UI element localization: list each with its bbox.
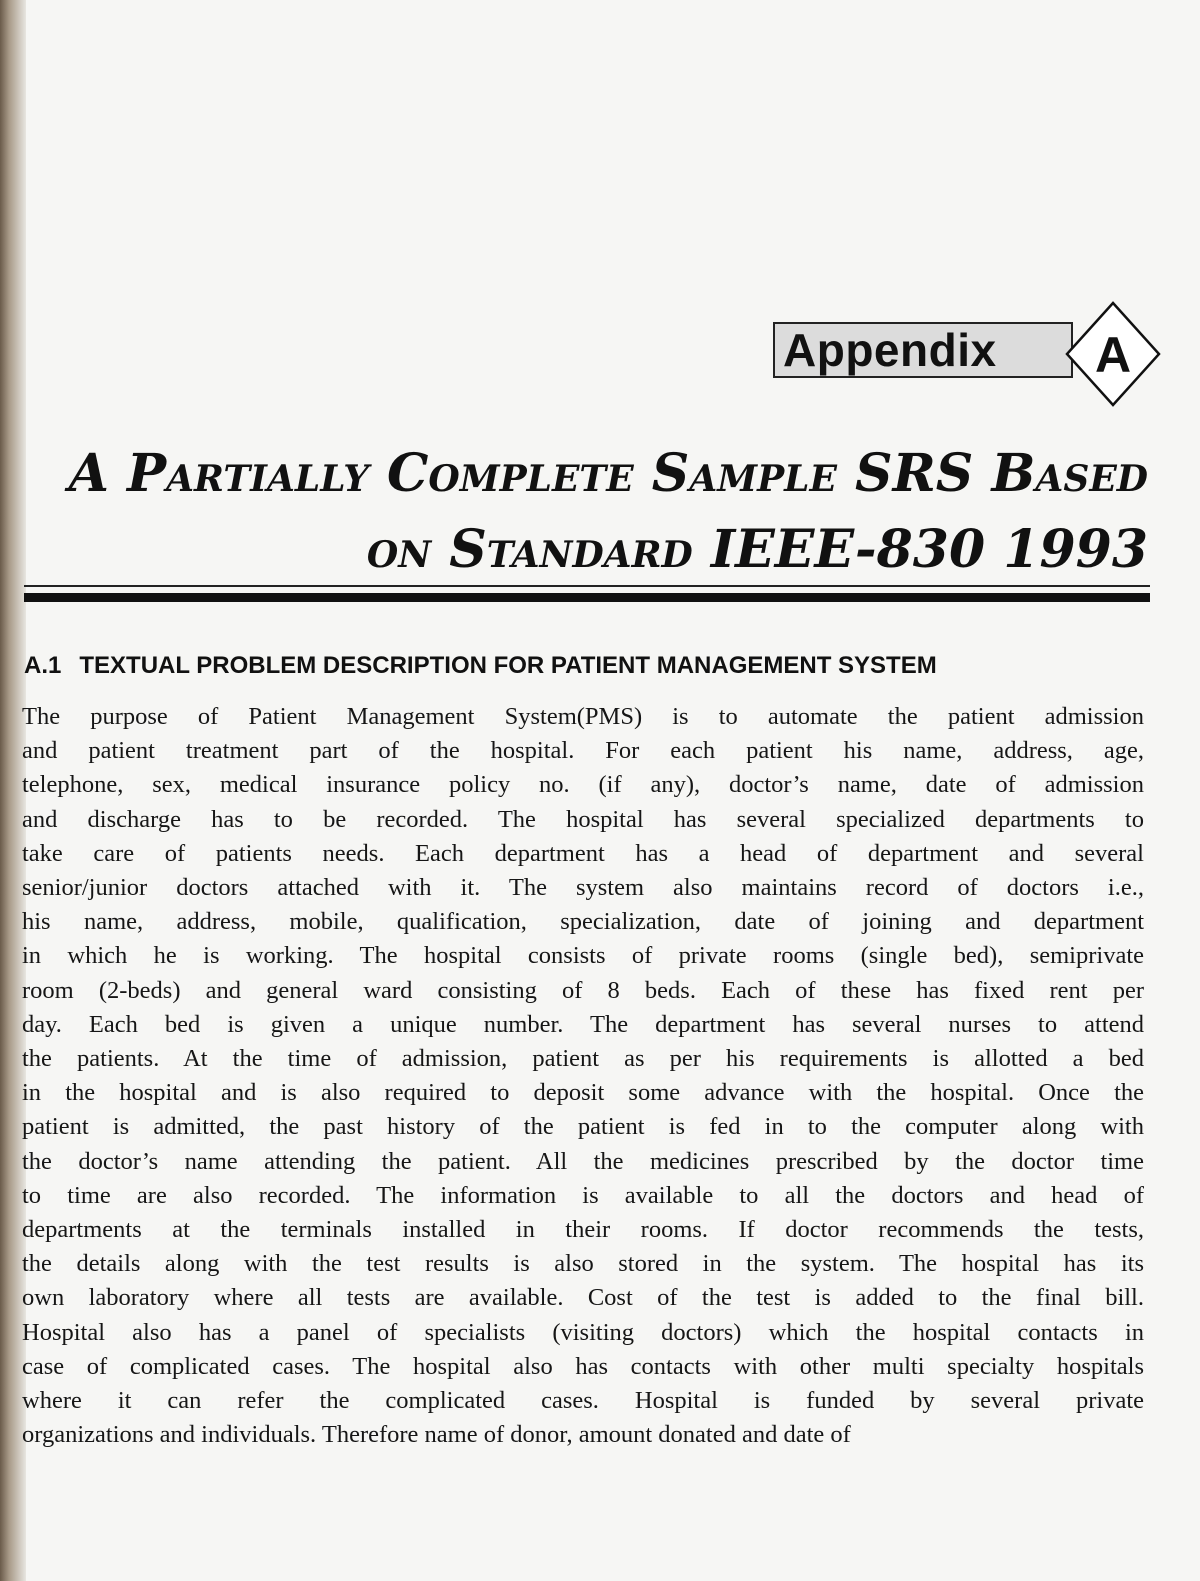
appendix-letter: A <box>1094 327 1132 383</box>
body-line: where it can refer the complicated cases. Hospital is funded by several private <box>22 1387 1144 1415</box>
appendix-letter-diamond <box>1063 300 1163 408</box>
section-heading-text: TEXTUAL PROBLEM DESCRIPTION FOR PATIENT MANAGEMENT SYSTEM <box>79 652 937 679</box>
section-heading <box>24 650 1154 682</box>
page-title-line-2: on Standard IEEE-830 1993 <box>366 519 1148 580</box>
body-line: senior/junior doctors attached with it. The system also maintains record of doctors i.e., <box>22 874 1144 902</box>
page-title-line-1: A Partially Complete Sample SRS Based <box>68 443 1148 504</box>
body-line: and discharge has to be recorded. The hospital has several specialized departments to <box>22 805 1144 833</box>
body-line: the patients. At the time of admission, patient as per his requirements is allotted a bed <box>22 1045 1144 1073</box>
appendix-badge <box>773 296 1168 412</box>
body-line: telephone, sex, medical insurance policy no. (if any), doctor’s name, date of admission <box>22 771 1144 799</box>
body-line: day. Each bed is given a unique number. The department has several nurses to attend <box>22 1010 1144 1038</box>
body-line: Hospital also has a panel of specialists (visiting doctors) which the hospital contacts in <box>22 1318 1144 1346</box>
body-line: departments at the terminals installed in their rooms. If doctor recommends the tests, <box>22 1216 1144 1244</box>
body-line: room (2-beds) and general ward consisting of 8 beds. Each of these has fixed rent per <box>22 976 1144 1004</box>
body-line: take care of patients needs. Each department has a head of department and several <box>22 839 1144 867</box>
body-paragraph <box>22 700 1144 1452</box>
body-line: his name, address, mobile, qualification, specialization, date of joining and department <box>22 908 1144 936</box>
body-line: the doctor’s name attending the patient. All the medicines prescribed by the doctor time <box>22 1147 1144 1175</box>
body-line: own laboratory where all tests are available. Cost of the test is added to the final bill. <box>22 1284 1144 1312</box>
body-line: in which he is working. The hospital consists of private rooms (single bed), semiprivate <box>22 942 1144 970</box>
body-line: The purpose of Patient Management System(PMS) is to automate the patient admission <box>22 703 1144 730</box>
title-divider-thick <box>24 593 1150 602</box>
body-line: to time are also recorded. The information is available to all the doctors and head of <box>22 1181 1144 1209</box>
title-divider-thin <box>24 585 1150 587</box>
body-line: and patient treatment part of the hospital. For each patient his name, address, age, <box>22 737 1144 765</box>
body-line: patient is admitted, the past history of the patient is fed in to the computer along with <box>22 1113 1144 1141</box>
appendix-label: Appendix <box>773 322 1073 378</box>
section-number: A.1 <box>24 652 62 679</box>
body-line: case of complicated cases. The hospital also has contacts with other multi specialty hospitals <box>22 1352 1144 1380</box>
body-line: organizations and individuals. Therefore name of donor, amount donated and date of <box>22 1421 851 1449</box>
body-line: the details along with the test results is also stored in the system. The hospital has its <box>22 1250 1144 1278</box>
body-line: in the hospital and is also required to deposit some advance with the hospital. Once the <box>22 1079 1144 1107</box>
page-title <box>48 436 1148 588</box>
